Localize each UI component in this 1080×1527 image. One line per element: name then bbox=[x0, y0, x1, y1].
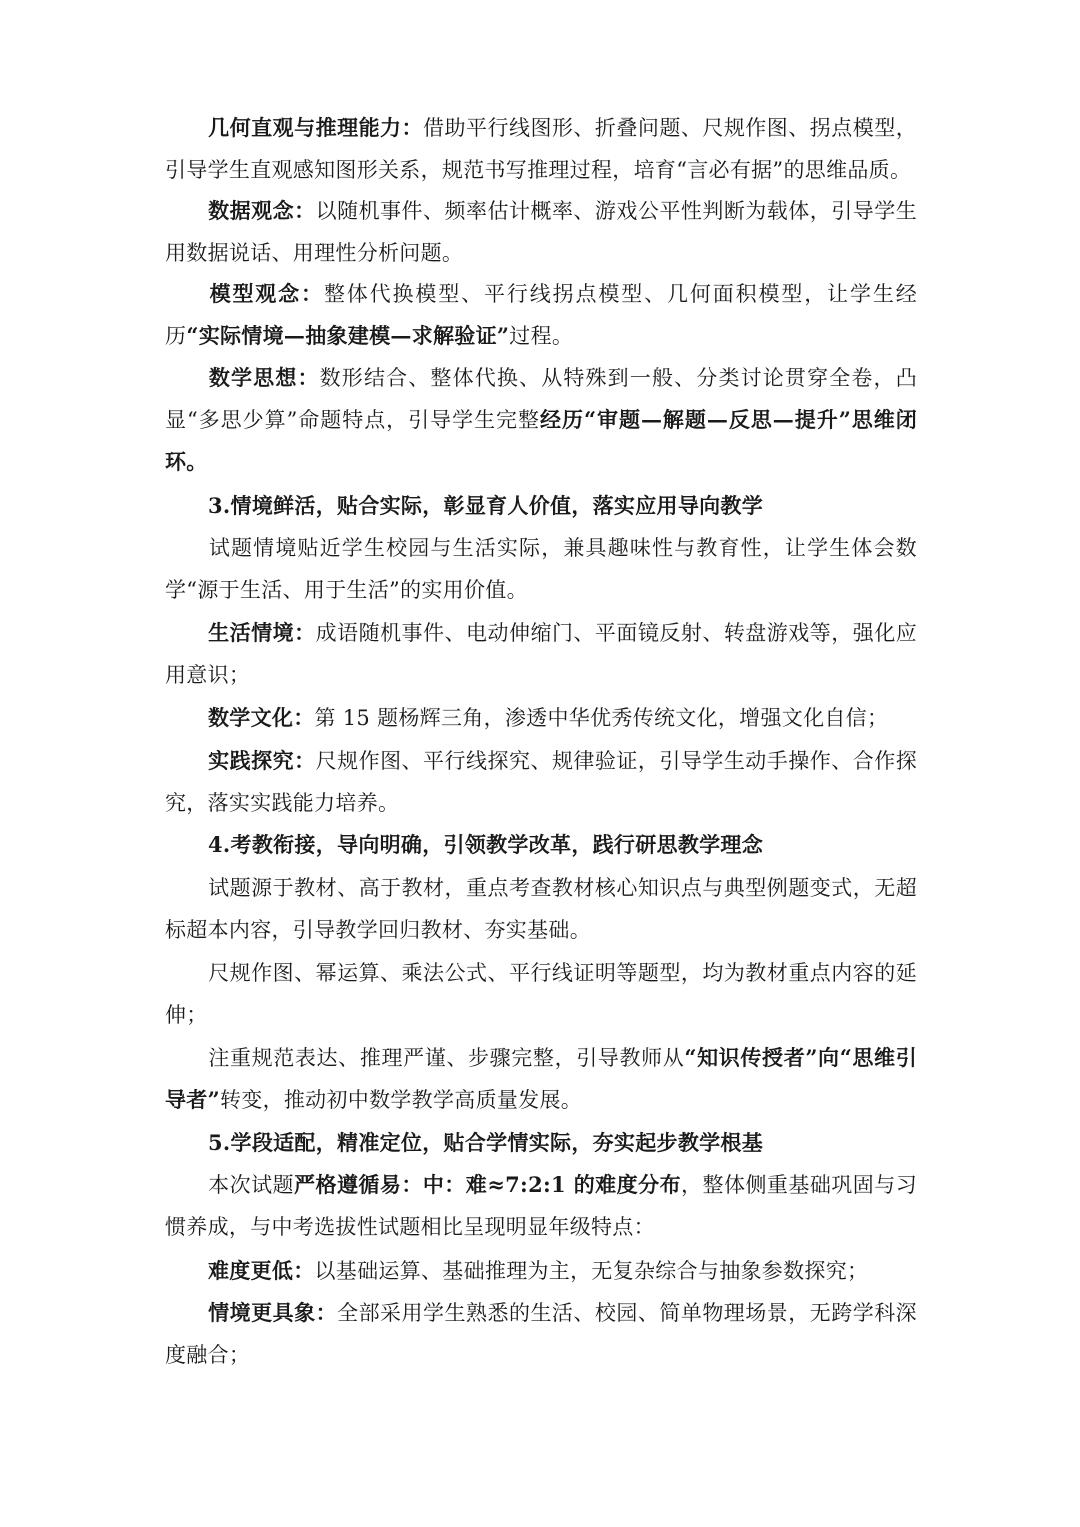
paragraph-body: 试题源于教材、高于教材，重点考查教材核心知识点与典型例题变式，无超标超本内容，引导教学回归教材、夯实基础。 bbox=[165, 876, 917, 942]
paragraph-context-intro bbox=[165, 527, 917, 611]
paragraph-lower-difficulty bbox=[165, 1250, 917, 1292]
paragraph-lead: 数学文化： bbox=[208, 705, 315, 730]
paragraph-body: 成语随机事件、电动伸缩门、平面镜反射、转盘游戏等，强化应用意识； bbox=[165, 621, 917, 687]
paragraph-lead: 模型观念： bbox=[208, 281, 324, 306]
paragraph-concrete-context bbox=[165, 1292, 917, 1376]
paragraph-geometry-reasoning bbox=[165, 107, 917, 191]
paragraph-model-concept bbox=[165, 273, 917, 357]
paragraph-body: 本次试题 bbox=[208, 1173, 295, 1197]
heading-text: 4.考教衔接，导向明确，引领教学改革，践行研思教学理念 bbox=[208, 832, 764, 857]
heading-text: 5.学段适配，精准定位，贴合学情实际，夯实起步教学根基 bbox=[208, 1130, 764, 1155]
paragraph-lead: 生活情境： bbox=[208, 620, 316, 645]
paragraph-body: 尺规作图、幂运算、乘法公式、平行线证明等题型，均为教材重点内容的延伸； bbox=[165, 961, 917, 1027]
paragraph-body: 以基础运算、基础推理为主，无复杂综合与抽象参数探究； bbox=[314, 1259, 869, 1283]
paragraph-body: 借助平行线图形、折叠问题、尺规作图、拐点模型，引导学生直观感知图形关系，规范书写推理过程，培育“言必有据”的思维品质。 bbox=[165, 116, 917, 182]
paragraph-lead: 情境更具象： bbox=[208, 1300, 338, 1325]
paragraph-practice bbox=[165, 740, 917, 824]
paragraph-data-concept bbox=[165, 190, 917, 274]
paragraph-body: 整体代换模型、平行线拐点模型、几何面积模型，让学生经历 bbox=[165, 282, 917, 348]
paragraph-body: 全部采用学生熟悉的生活、校园、简单物理场景，无跨学科深度融合； bbox=[165, 1301, 917, 1367]
paragraph-tail: ，整体侧重基础巩固与习惯养成，与中考选拔性试题相比呈现明显年级特点： bbox=[165, 1173, 917, 1239]
paragraph-emphasis: “实际情境—抽象建模—求解验证” bbox=[186, 323, 510, 348]
paragraph-teacher-role bbox=[165, 1037, 917, 1121]
paragraph-emphasis: 经历“审题—解题—反思—提升”思维闭环。 bbox=[165, 407, 918, 474]
paragraph-textbook bbox=[165, 867, 917, 951]
paragraph-lead: 几何直观与推理能力： bbox=[208, 115, 424, 140]
paragraph-lead: 难度更低： bbox=[208, 1258, 315, 1283]
paragraph-lead: 实践探究： bbox=[208, 748, 316, 773]
heading-text: 3.情境鲜活，贴合实际，彰显育人价值，落实应用导向教学 bbox=[208, 493, 764, 518]
paragraph-body: 注重规范表达、推理严谨、步骤完整，引导教师从 bbox=[208, 1046, 685, 1070]
paragraph-tail: 过程。 bbox=[509, 324, 574, 348]
section-heading-5 bbox=[165, 1122, 917, 1164]
paragraph-difficulty-ratio bbox=[165, 1164, 917, 1248]
paragraph-body: 数形结合、整体代换、从特殊到一般、分类讨论贯穿全卷，凸显“多思少算”命题特点，引导学生完整 bbox=[165, 366, 917, 432]
paragraph-body: 试题情境贴近学生校园与生活实际，兼具趣味性与教育性，让学生体会数学“源于生活、用于生活”的实用价值。 bbox=[165, 536, 917, 602]
paragraph-math-thinking bbox=[165, 357, 917, 483]
paragraph-body: 尺规作图、平行线探究、规律验证，引导学生动手操作、合作探究，落实实践能力培养。 bbox=[165, 749, 917, 815]
paragraph-emphasis: 严格遵循易：中：难≈7:2:1 的难度分布 bbox=[294, 1172, 682, 1197]
section-heading-4 bbox=[165, 824, 917, 866]
paragraph-life-context bbox=[165, 612, 917, 696]
paragraph-question-types bbox=[165, 952, 917, 1036]
paragraph-lead: 数据观念： bbox=[208, 198, 316, 223]
paragraph-emphasis: “知识传授者”向“思维引导者” bbox=[165, 1045, 917, 1112]
section-heading-3 bbox=[165, 485, 917, 527]
paragraph-tail: 转变，推动初中数学教学高质量发展。 bbox=[219, 1088, 583, 1112]
paragraph-body: 第 15 题杨辉三角，渗透中华优秀传统文化，增强文化自信； bbox=[314, 706, 889, 730]
paragraph-math-culture bbox=[165, 697, 917, 739]
paragraph-body: 以随机事件、频率估计概率、游戏公平性判断为载体，引导学生用数据说话、用理性分析问题。 bbox=[165, 199, 917, 265]
paragraph-lead: 数学思想： bbox=[208, 365, 320, 390]
